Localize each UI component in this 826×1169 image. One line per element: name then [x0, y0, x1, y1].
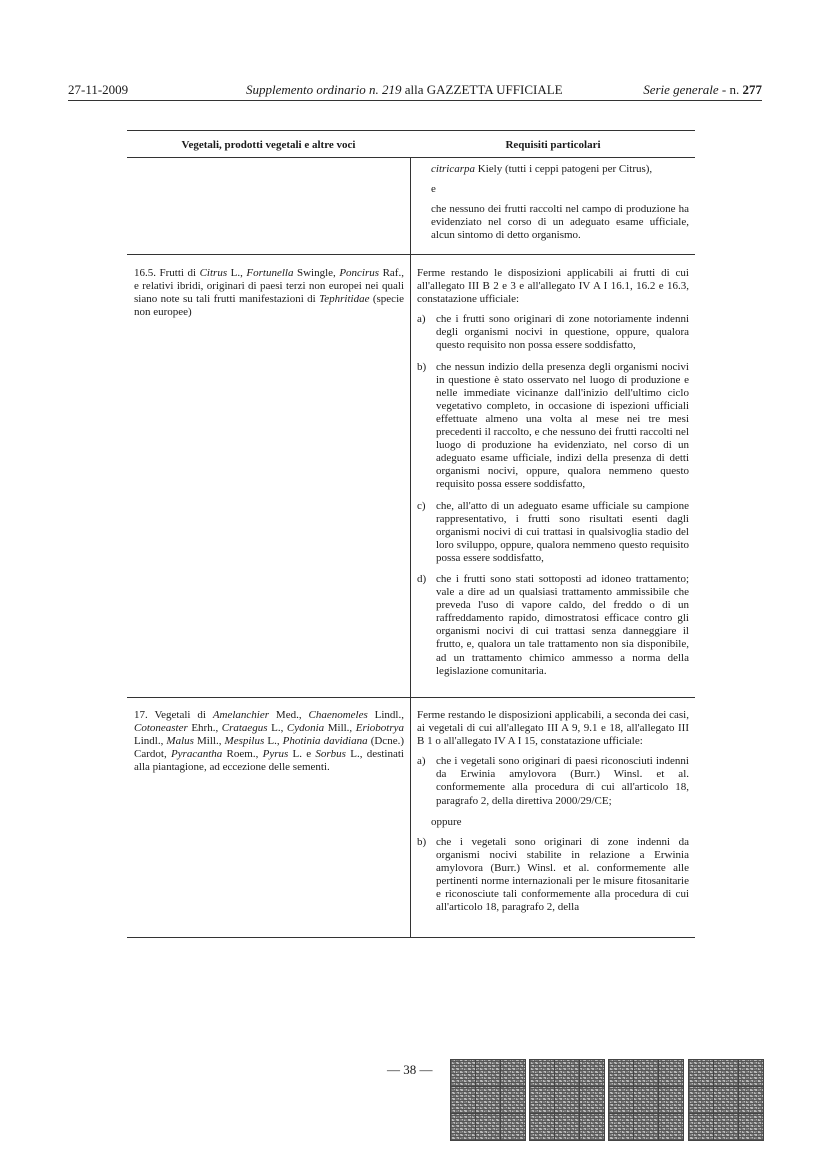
- row2-text-3: Swingle,: [293, 267, 340, 279]
- row3-text-9: L.,: [264, 735, 283, 748]
- item-text: che nessun indizio della presenza degli organismi nocivi in questione è stato osservato nel luogo di produzione e nelle immediate vicinanze dall'inizio dell'ultimo ciclo vegetativo completo, in occasione di ispezioni ufficiali effettuate almeno una volta al mese nei tre mesi precedenti il raccolto, e che nessuno dei frutti raccolti nel luogo di produzione ha evidenziato, nel corso di un adeguato esame ufficiale, indizi della presenza di detti organismi nocivi, oppure, qualora nemmeno questo requisito possa essere soddisfatto,: [436, 360, 689, 491]
- row3-genus: Pyracantha: [170, 748, 223, 761]
- page-number: — 38 —: [387, 1062, 433, 1077]
- header-publication: [246, 82, 563, 98]
- row1-species: citricarpa: [431, 163, 475, 175]
- security-pattern-image: [608, 1059, 684, 1141]
- header-series-sep: - n.: [718, 82, 743, 97]
- row1-bottom-rule: [127, 254, 695, 255]
- row2-text-1: 16.5. Frutti di: [134, 267, 200, 279]
- item-text: che i vegetali sono originari di paesi riconosciuti indenni da Erwinia amylovora (Burr.) Winsl. et al. conformemente alla procedura di cui all'articolo 18, paragrafo 2, della direttiva 2000/29/CE;: [436, 755, 689, 807]
- item-text: che i frutti sono stati sottoposti ad idoneo trattamento; vale a dire ad un qualsiasi trattamento ammissibile che preveda l'uso di vapore caldo, del freddo o di un raffreddamento rapido, dimostratosi efficace contro gli organismi nocivi di cui trattasi senza danneggiare il frutto, e, qualora un tale trattamento non sia disponibile, ad un trattamento chimico ammesso a norma della legislazione comunitaria.: [436, 572, 689, 677]
- row3-genus: Cotoneaster: [134, 722, 188, 735]
- header-series-label: Serie generale: [643, 82, 719, 97]
- column-header-plants: Vegetali, prodotti vegetali e altre voci: [181, 139, 356, 151]
- row2-family-tephritidae: Tephritidae: [319, 293, 370, 306]
- row3-item-a: [417, 755, 689, 807]
- row1-paragraph: che nessuno dei frutti raccolti nel campo di produzione ha evidenziato nel corso di un adeguato esame ufficiale, alcun sintomo di detto organismo.: [431, 203, 689, 242]
- table-top-rule: [127, 130, 695, 131]
- row3-text-10: (Dcne.) Cardot,: [134, 735, 404, 761]
- header-series-number: 277: [742, 82, 762, 97]
- row2-item-a: [417, 313, 689, 352]
- row1-requirements: [431, 163, 689, 249]
- row3-text-7: Lindl.,: [134, 735, 167, 748]
- item-label: a): [417, 755, 426, 768]
- row2-plants: [134, 267, 404, 319]
- row1-line1-text: Kiely (tutti i ceppi patogeni per Citrus),: [475, 163, 653, 175]
- security-pattern-image: [688, 1059, 764, 1141]
- row1-line1: [431, 163, 689, 176]
- row3-genus: Eriobotrya: [355, 722, 404, 735]
- row3-text-6: Mill.,: [324, 722, 356, 735]
- row3-text-5: L.,: [267, 722, 287, 735]
- item-label: d): [417, 572, 427, 585]
- header-series: [643, 82, 762, 98]
- header-rule: [68, 100, 762, 101]
- row3-text-4: Ehrh.,: [187, 722, 222, 735]
- row2-intro: Ferme restando le disposizioni applicabili ai frutti di cui all'allegato III B 2 e 3 e all'allegato IV A I 16.1, 16.2 e 16.3, constatazione ufficiale:: [417, 267, 689, 306]
- column-divider: [410, 157, 411, 937]
- item-label: a): [417, 313, 426, 326]
- row3-item-b: [417, 836, 689, 915]
- row2-genus-poncirus: Poncirus: [339, 267, 380, 279]
- row3-genus: Mespilus: [224, 735, 265, 748]
- item-text: che, all'atto di un adeguato esame ufficiale su campione rappresentativo, i frutti sono risultati esenti dagli organismi nocivi di cui trattasi in qualsivoglia stadio del loro sviluppo, oppure, qualora nemmeno questo requisito possa essere soddisfatto,: [436, 499, 689, 564]
- row3-text-3: Lindl.,: [367, 709, 404, 721]
- column-header-requirements: Requisiti particolari: [505, 139, 601, 151]
- row2-genus-citrus: Citrus: [199, 267, 228, 279]
- row3-text-11: Roem.,: [222, 748, 263, 761]
- row1-and: e: [431, 183, 436, 196]
- row2-item-d: [417, 573, 689, 678]
- row3-genus: Malus: [166, 735, 194, 748]
- row2-genus-fortunella: Fortunella: [246, 267, 294, 279]
- row3-plants: [134, 709, 404, 774]
- header-date: 27-11-2009: [68, 82, 129, 97]
- item-text: che i frutti sono originari di zone notoriamente indenni degli organismi nocivi in questione, oppure, qualora questo requisito non possa essere soddisfatto,: [436, 313, 689, 352]
- row3-text-1: 17. Vegetali di: [134, 709, 213, 721]
- row3-genus: Amelanchier: [212, 709, 270, 721]
- row3-text-2: Med.,: [269, 709, 309, 721]
- row3-text-12: L. e: [288, 748, 316, 761]
- row2-item-c: [417, 500, 689, 565]
- header-bottom-rule: [127, 157, 695, 158]
- table-bottom-rule: [127, 937, 695, 938]
- row2-requirements: [417, 267, 689, 686]
- row3-genus: Crataegus: [221, 722, 268, 735]
- row3-genus: Photinia davidiana: [282, 735, 368, 748]
- item-text: che i vegetali sono originari di zone indenni da organismi nocivi stabilite in relazione a Erwinia amylovora (Burr.) Winsl. et al. conformemente alle pertinenti norme internazionali per le misure fitosanitarie e riconosciute tali conformemente alla procedura di cui all'articolo 18, paragrafo 2, della: [436, 835, 689, 914]
- row3-genus: Chaenomeles: [308, 709, 368, 721]
- row3-genus: Sorbus: [315, 748, 346, 761]
- row2-text-5: (specie non europee): [134, 293, 405, 319]
- row2-text-4: Raf., e relativi ibridi, originari di paesi terzi non europei nei quali siano note su tali frutti manifestazioni di: [134, 267, 404, 306]
- row3-text-8: Mill.,: [193, 735, 225, 748]
- row2-bottom-rule: [127, 697, 695, 698]
- header-supplement: Supplemento ordinario n. 219: [246, 82, 402, 97]
- security-pattern-image: [529, 1059, 605, 1141]
- row3-oppure: oppure: [431, 815, 462, 828]
- row3-requirements: [417, 709, 689, 922]
- item-label: b): [417, 360, 427, 373]
- row3-text-13: L., destinati alla piantagione, ad eccezione delle sementi.: [134, 748, 404, 774]
- row3-genus: Pyrus: [262, 748, 289, 761]
- row3-genus: Cydonia: [286, 722, 325, 735]
- row2-text-2: L.,: [227, 267, 247, 279]
- row2-item-b: [417, 361, 689, 492]
- item-label: b): [417, 835, 427, 848]
- row3-intro: Ferme restando le disposizioni applicabili, a seconda dei casi, ai vegetali di cui all'allegato III A 9, 9.1 e 18, all'allegato III B 1 o all'allegato IV A I 15, constatazione ufficiale:: [417, 709, 689, 748]
- header-gazette: alla GAZZETTA UFFICIALE: [401, 82, 563, 97]
- security-pattern-image: [450, 1059, 526, 1141]
- item-label: c): [417, 499, 426, 512]
